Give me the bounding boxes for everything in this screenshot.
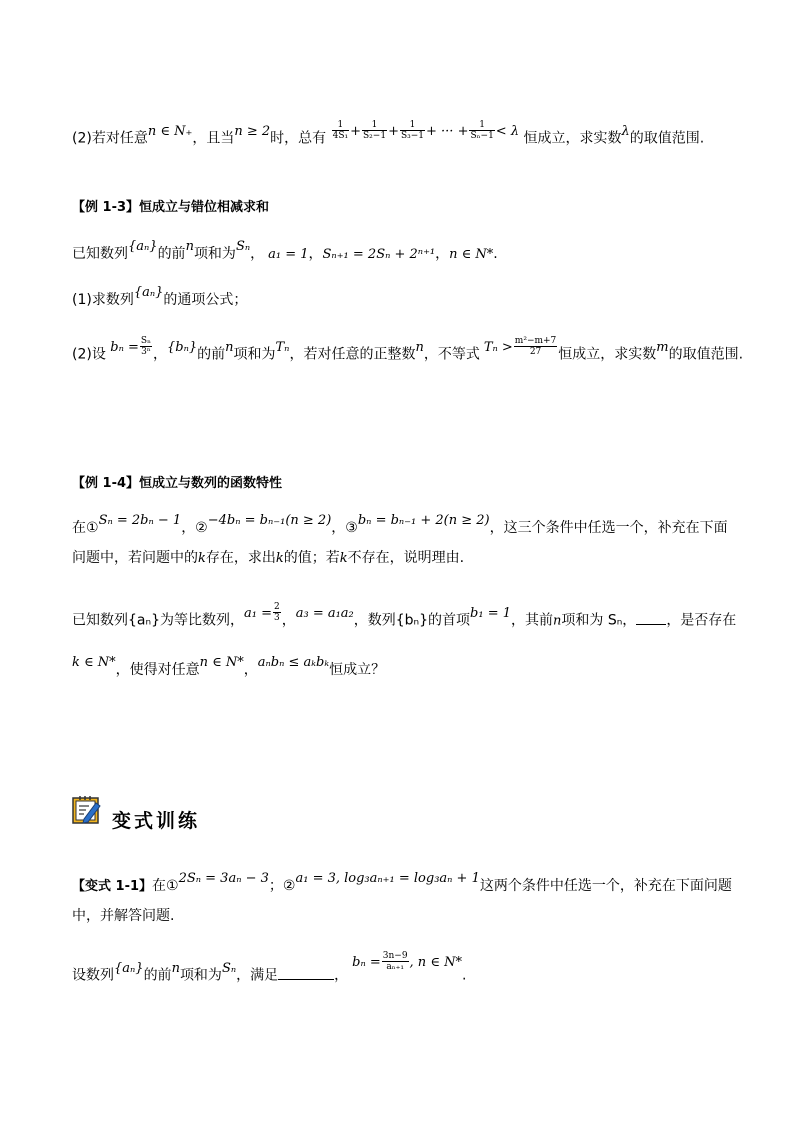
example-label: 【例 1-4】 xyxy=(72,476,140,491)
text: 在① xyxy=(152,878,179,894)
math-a1: a₁ = $\frac{2}{3}$ xyxy=(243,602,280,623)
text: 的前 xyxy=(143,967,172,984)
math: a₃ = a₁a₂ xyxy=(295,605,354,621)
text: ，满足 xyxy=(236,967,279,984)
example-1-4-conditions xyxy=(72,513,728,539)
math: k ∈ N* xyxy=(72,655,116,670)
variant-1-1-conditions xyxy=(72,871,732,897)
example-1-3-q1 xyxy=(72,285,248,311)
text: 项和为 xyxy=(193,246,236,262)
example-1-4-heading xyxy=(72,474,282,494)
text: (2)若对任意 xyxy=(72,130,148,147)
text: 的取值范围. xyxy=(629,130,705,147)
fraction: $\frac{3n-9}{\text{aₙ₊₁}}$ xyxy=(382,951,408,972)
text: ， xyxy=(308,246,323,262)
text: 这两个条件中任选一个，补充在下面问题 xyxy=(479,878,732,894)
example-title: 恒成立与错位相减求和 xyxy=(139,200,270,215)
text: . xyxy=(493,246,498,262)
text: ， xyxy=(281,612,296,629)
math: 2Sₙ = 3aₙ − 3 xyxy=(178,871,269,886)
math: n xyxy=(225,339,234,355)
example-label: 【例 1-3】 xyxy=(72,200,140,215)
math-bn-def: bₙ = $\frac{\text{Sₙ}}{\text{3ⁿ}}$ xyxy=(110,336,151,357)
text: 中，并解答问题. xyxy=(72,908,175,924)
text: 的前 xyxy=(197,346,226,363)
text: (2)设 xyxy=(72,346,106,363)
text: ，若对任意的正整数 xyxy=(289,346,416,363)
math: Tₙ xyxy=(275,339,290,355)
text: 项和为 Sₙ， xyxy=(561,612,637,629)
math: k xyxy=(198,551,206,566)
example-1-4-line2 xyxy=(72,548,464,569)
fill-blank[interactable] xyxy=(636,624,666,625)
fraction: $\frac{1}{\text{S₃−1}}$ xyxy=(400,120,425,141)
math: k xyxy=(275,551,284,566)
text: ，其前 xyxy=(511,612,554,629)
math: {aₙ} xyxy=(114,960,144,976)
text: 问题中，若问题中的 xyxy=(72,550,198,566)
text: ；② xyxy=(268,878,296,894)
text: 的通项公式； xyxy=(163,292,248,308)
math: Sₙ xyxy=(221,960,237,976)
math: n ∈ N* xyxy=(449,247,494,262)
math: n xyxy=(185,239,194,254)
fraction: $\frac{\text{m²−m+7}}{27}$ xyxy=(514,336,557,357)
math: a₁ = 3, log₃aₙ₊₁ = log₃aₙ + 1 xyxy=(295,871,480,886)
text: 时，总有 xyxy=(270,130,327,147)
text: 项和为 xyxy=(233,346,276,363)
section-title: 变式训练 xyxy=(112,810,201,832)
math-cond-n: n ∈ N₊ xyxy=(147,123,193,139)
math-lambda: λ xyxy=(621,123,630,139)
math: {aₙ} xyxy=(133,285,164,300)
text: 项和为 xyxy=(179,967,222,984)
math-cond-n2: n ≥ 2 xyxy=(234,123,271,139)
math: n xyxy=(415,339,424,355)
math: Sₙ = 2bₙ − 1 xyxy=(98,513,182,528)
math: Sₙ xyxy=(235,239,251,254)
text: ，使得对任意 xyxy=(115,662,200,678)
variant-1-1-line3 xyxy=(72,951,467,987)
fill-blank[interactable] xyxy=(278,979,334,980)
text: 的取值范围. xyxy=(668,346,744,363)
math-sum-inequality: $\frac{1}{\text{4S₁}}$ + $\frac{1}{\text{S₂−1}}$ + $\frac{1}{\text{S₃−1}}$ + ··· + $\frac{1}{\text{Sₙ−1}}$ < λ xyxy=(332,120,520,141)
text: ，且当 xyxy=(192,130,235,147)
text: ，数列{bₙ}的首项 xyxy=(353,612,471,629)
text: (1)求数列 xyxy=(72,292,134,308)
text: . xyxy=(461,967,467,984)
math: bₙ = bₙ₋₁ + 2(n ≥ 2) xyxy=(357,513,490,528)
math: Sₙ₊₁ = 2Sₙ + 2ⁿ⁺¹ xyxy=(322,247,436,262)
math: a₁ = 1 xyxy=(268,247,309,262)
fraction: $\frac{1}{\text{Sₙ−1}}$ xyxy=(470,120,494,141)
math: {bₙ} xyxy=(166,339,198,355)
example-1-3-statement xyxy=(72,239,498,265)
text: ， xyxy=(152,346,167,363)
example-title: 恒成立与数列的函数特性 xyxy=(139,476,283,491)
variant-label: 【变式 1-1】 xyxy=(72,879,153,894)
problem-2-line xyxy=(72,120,705,150)
text: ，不等式 xyxy=(423,346,480,363)
text: 恒成立，求实数 xyxy=(523,130,622,147)
math: k xyxy=(339,551,348,566)
text: 在① xyxy=(72,520,99,536)
example-1-4-line3 xyxy=(72,602,737,632)
math: {aₙ} xyxy=(128,239,158,254)
text: ， xyxy=(250,246,265,262)
text: 已知数列{aₙ}为等比数列， xyxy=(72,612,244,629)
text: 不存在，说明理由. xyxy=(347,550,465,566)
fraction: $\frac{1}{\text{4S₁}}$ xyxy=(332,120,349,141)
fraction: $\frac{1}{\text{S₂−1}}$ xyxy=(363,120,387,141)
fraction: $\frac{2}{3}$ xyxy=(273,602,280,623)
text: 恒成立？ xyxy=(329,662,386,678)
text: ，② xyxy=(181,520,208,536)
text: ， xyxy=(334,967,349,984)
example-1-3-heading xyxy=(72,198,269,218)
math: n xyxy=(171,960,180,976)
text: 已知数列 xyxy=(72,246,128,262)
text: ，这三个条件中任选一个，补充在下面 xyxy=(489,520,728,536)
text: ， xyxy=(243,662,258,678)
text: ，③ xyxy=(331,520,358,536)
math-bn-def: bₙ = $\frac{3n-9}{\text{aₙ₊₁}}$ , n ∈ N* xyxy=(352,951,462,972)
math: aₙbₙ ≤ aₖbₖ xyxy=(257,655,330,670)
example-1-4-line4 xyxy=(72,655,386,681)
example-1-3-q2 xyxy=(72,336,744,366)
text: 的前 xyxy=(157,246,186,262)
text: 存在，求出 xyxy=(205,550,276,566)
math: b₁ = 1 xyxy=(470,605,512,621)
text: 恒成立，求实数 xyxy=(558,346,657,363)
math: m xyxy=(656,339,669,355)
math: n ∈ N* xyxy=(199,655,244,670)
text: ，是否存在 xyxy=(666,612,737,629)
variant-1-1-line2 xyxy=(72,906,174,926)
math-tn-ineq: Tₙ > $\frac{\text{m²−m+7}}{27}$ xyxy=(483,336,557,357)
text: 设数列 xyxy=(72,967,114,984)
text: ， xyxy=(435,246,450,262)
fraction: $\frac{\text{Sₙ}}{\text{3ⁿ}}$ xyxy=(140,336,151,357)
text: 的值；若 xyxy=(283,550,340,566)
math: n xyxy=(553,613,562,629)
math: −4bₙ = bₙ₋₁(n ≥ 2) xyxy=(207,513,332,528)
edit-note-icon xyxy=(72,795,102,825)
